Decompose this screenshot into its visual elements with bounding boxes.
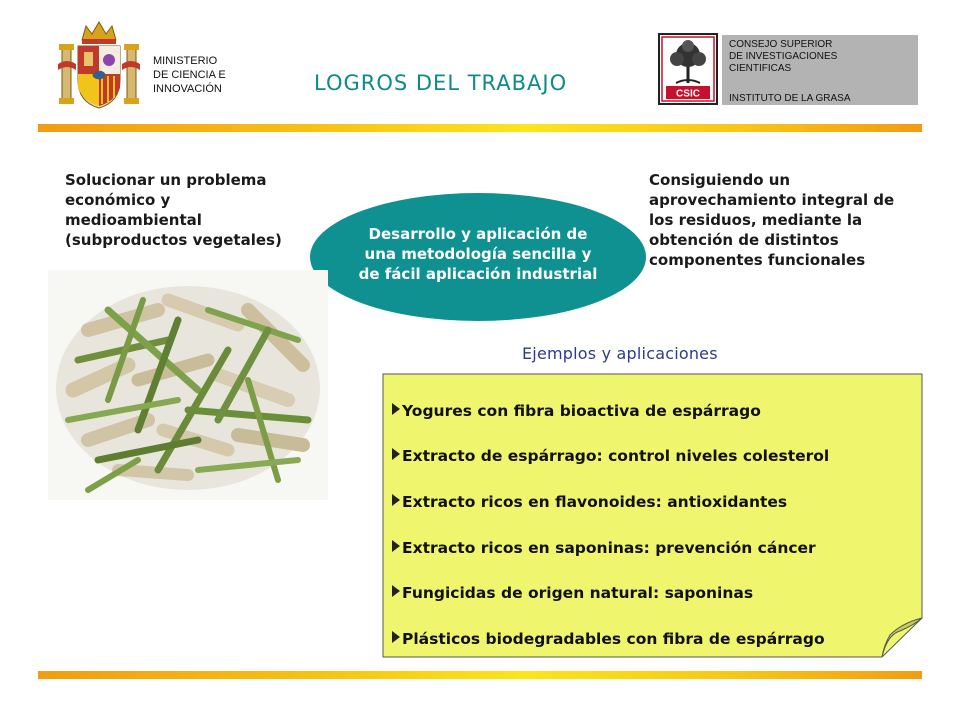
csic-logo [658,33,718,105]
problem-statement: Solucionar un problema económico y medioambiental (subproductos vegetales) [65,171,282,249]
example-label: Extracto ricos en saponinas: prevención cáncer [402,538,816,557]
arrow-bullet-icon [392,631,400,643]
example-label: Extracto de espárrago: control niveles colesterol [402,447,830,466]
example-label: Yogures con fibra bioactiva de espárrago [402,401,761,420]
list-item [392,479,912,525]
examples-list [392,388,912,662]
ministry-line: DE CIENCIA E [153,69,226,81]
csic-name [729,39,837,75]
csic-line: CONSEJO SUPERIOR [729,39,833,50]
example-label: Fungicidas de origen natural: saponinas [402,584,754,603]
examples-title: Ejemplos y aplicaciones [522,344,718,363]
arrow-bullet-icon [392,403,400,415]
list-item [392,388,912,434]
arrow-bullet-icon [392,585,400,597]
bottom-divider-bar [38,671,922,679]
arrow-bullet-icon [392,494,400,506]
top-divider-bar [38,124,922,132]
spain-coat-of-arms [56,18,142,110]
list-item [392,616,912,662]
example-label: Extracto ricos en flavonoides: antioxidantes [402,492,788,511]
page-title: LOGROS DEL TRABAJO [314,71,568,95]
outcome-statement: Consiguiendo un aprovechamiento integral de los residuos, mediante la obtención de distintos componentes funcionales [649,171,895,269]
arrow-bullet-icon [392,448,400,460]
csic-line: CIENTIFICAS [729,63,792,74]
ministry-line: INNOVACIÓN [153,83,222,95]
ministry-line: MINISTERIO [153,55,218,67]
ministry-name [153,54,226,96]
methodology-text: Desarrollo y aplicación de una metodología sencilla y de fácil aplicación industrial [358,225,598,283]
example-label: Plásticos biodegradables con fibra de espárrago [402,629,825,648]
csic-logo-text: CSIC [676,88,700,100]
csic-line: DE INVESTIGACIONES [729,51,838,62]
arrow-bullet-icon [392,540,400,552]
list-item [392,525,912,571]
list-item [392,570,912,616]
list-item [392,434,912,480]
asparagus-photo [48,270,328,500]
methodology-ellipse [310,193,646,321]
institute-name: INSTITUTO DE LA GRASA [729,93,851,104]
